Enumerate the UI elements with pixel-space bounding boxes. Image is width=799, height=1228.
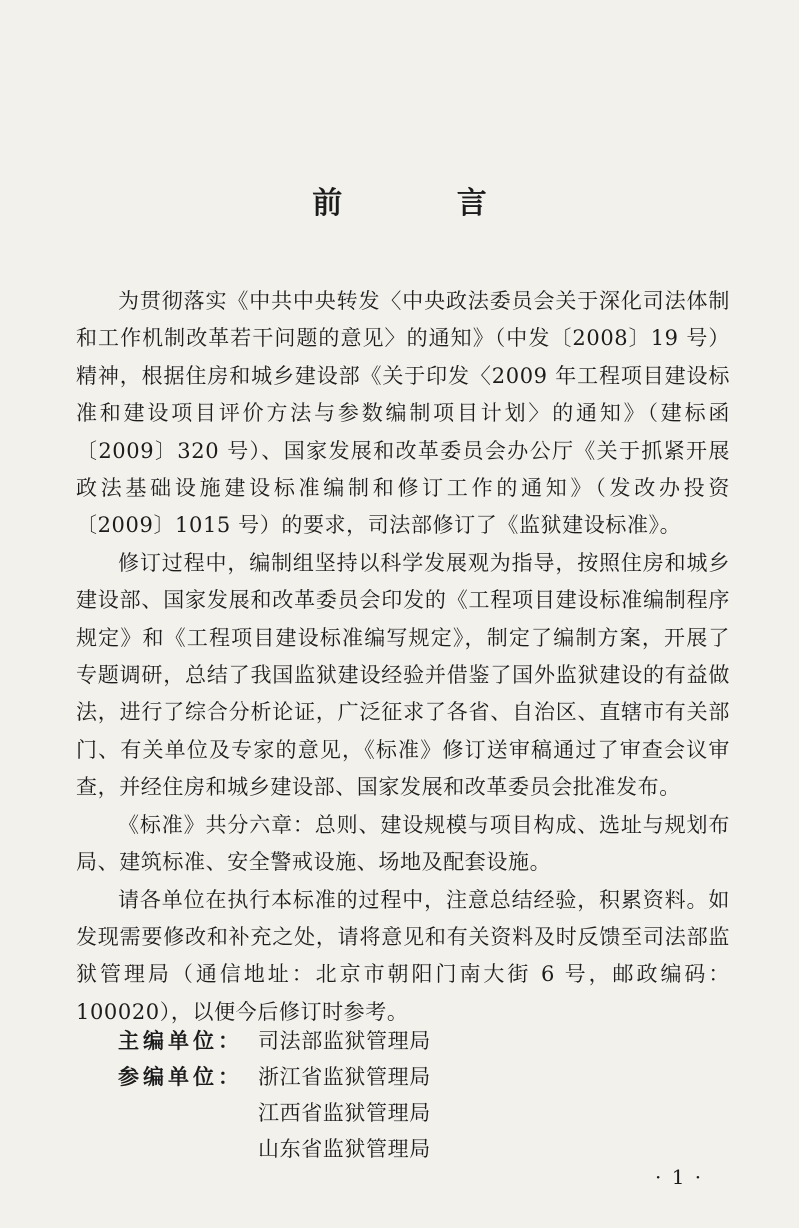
credits-block bbox=[118, 1023, 431, 1167]
preface-body bbox=[76, 283, 730, 1031]
credit-label-spacer bbox=[118, 1095, 258, 1131]
chief-editor-row bbox=[118, 1023, 431, 1059]
participating-unit-1: 浙江省监狱管理局 bbox=[258, 1065, 431, 1089]
paragraph-2: 修订过程中，编制组坚持以科学发展观为指导，按照住房和城乡建设部、国家发展和改革委员会印发的《工程项目建设标准编制程序规定》和《工程项目建设标准编写规定》，制定了编制方案，开展了专题调研，总结了我国监狱建设经验并借鉴了国外监狱建设的有益做法，进行了综合分析论证，广泛征求了各省、自治区、直辖市有关部门、有关单位及专家的意见，《标准》修订送审稿通过了审查会议审查，并经住房和城乡建设部、国家发展和改革委员会批准发布。 bbox=[76, 550, 730, 800]
page-title: 前 言 bbox=[312, 186, 539, 221]
participating-unit-row-3 bbox=[118, 1131, 431, 1167]
participating-unit-2: 江西省监狱管理局 bbox=[258, 1101, 431, 1125]
credit-label-spacer bbox=[118, 1131, 258, 1167]
paragraph-1: 为贯彻落实《中共中央转发〈中央政法委员会关于深化司法体制和工作机制改革若干问题的意见〉的通知》（中发〔2008〕19 号）精神，根据住房和城乡建设部《关于印发〈2009 年工程项目建设标准和建设项目评价方法与参数编制项目计划〉的通知》（建标函〔2009〕320 号）、国家发展和改革委员会办公厅《关于抓紧开展政法基础设施建设标准编制和修订工作的通知》（发改办投资〔2009〕1015 号）的要求，司法部修订了《监狱建设标准》。 bbox=[76, 289, 730, 538]
paragraph-3: 《标准》共分六章：总则、建设规模与项目构成、选址与规划布局、建筑标准、安全警戒设施、场地及配套设施。 bbox=[76, 812, 730, 875]
participating-unit-row-2 bbox=[118, 1095, 431, 1131]
participating-unit-3: 山东省监狱管理局 bbox=[258, 1137, 431, 1161]
participating-unit-row-1 bbox=[118, 1059, 431, 1095]
chief-editor-label: 主编单位： bbox=[118, 1029, 243, 1053]
page-number: · 1 · bbox=[655, 1165, 704, 1189]
participating-units-label: 参编单位： bbox=[118, 1065, 243, 1089]
chief-editor-unit: 司法部监狱管理局 bbox=[258, 1029, 431, 1053]
paragraph-4: 请各单位在执行本标准的过程中，注意总结经验，积累资料。如发现需要修改和补充之处，请将意见和有关资料及时反馈至司法部监狱管理局（通信地址：北京市朝阳门南大街 6 号，邮政编码：100020），以便今后修订时参考。 bbox=[76, 887, 730, 1024]
